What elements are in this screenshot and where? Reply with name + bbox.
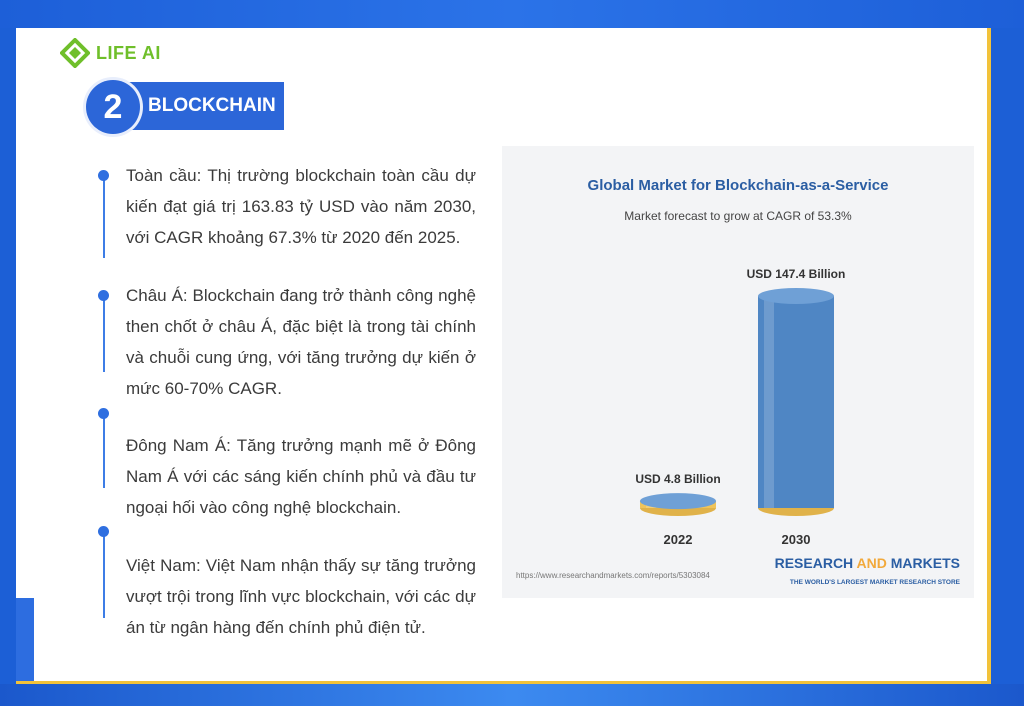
brand-name: LIFE AI bbox=[96, 42, 161, 63]
timeline-dot bbox=[98, 290, 109, 301]
market-chart bbox=[502, 146, 974, 598]
left-accent-bar bbox=[16, 598, 34, 684]
slide-bottom-border bbox=[16, 681, 987, 684]
source-url: https://www.researchandmarkets.com/reports/5303084 bbox=[516, 571, 710, 580]
timeline-dot bbox=[98, 526, 109, 537]
bullet-southeast-asia: Đông Nam Á: Tăng trưởng mạnh mẽ ở Đông Nam Á với các sáng kiến chính phủ và đầu tư ngoại hối vào công nghệ blockchain. bbox=[126, 436, 476, 517]
timeline-line bbox=[103, 418, 105, 488]
bullet-asia: Châu Á: Blockchain đang trở thành công nghệ then chốt ở châu Á, đặc biệt là trong tài chính và chuỗi cung ứng, với tăng trưởng dự kiến ở mức 60-70% CAGR. bbox=[126, 286, 476, 398]
section-header bbox=[86, 80, 286, 136]
section-number: 2 bbox=[86, 80, 140, 134]
timeline-line bbox=[103, 536, 105, 618]
publisher-part-3: MARKETS bbox=[886, 555, 960, 571]
bars-layer bbox=[635, 267, 845, 547]
slide bbox=[16, 28, 991, 684]
category-label: 2022 bbox=[663, 532, 693, 547]
timeline-line bbox=[103, 178, 105, 258]
publisher-tagline: THE WORLD'S LARGEST MARKET RESEARCH STORE bbox=[789, 579, 960, 586]
timeline-line bbox=[103, 300, 105, 372]
timeline bbox=[102, 168, 106, 658]
chart-card bbox=[502, 146, 974, 598]
diamond-logo-icon bbox=[60, 38, 90, 68]
timeline-dot bbox=[98, 408, 109, 419]
bottom-background-strip bbox=[0, 684, 1024, 706]
top-background-strip bbox=[0, 0, 1024, 28]
publisher-part-2: AND bbox=[856, 555, 887, 571]
data-label: USD 4.8 Billion bbox=[635, 472, 721, 487]
category-label: 2030 bbox=[781, 532, 811, 547]
timeline-dot bbox=[98, 170, 109, 181]
bar-highlight bbox=[764, 296, 774, 508]
brand-logo bbox=[60, 38, 161, 68]
chart-subtitle: Market forecast to grow at CAGR of 53.3% bbox=[624, 209, 852, 223]
section-title: BLOCKCHAIN bbox=[126, 82, 284, 130]
publisher-logo bbox=[775, 555, 960, 571]
chart-title: Global Market for Blockchain-as-a-Service bbox=[587, 177, 889, 194]
publisher-part-1: RESEARCH bbox=[774, 555, 857, 571]
bullet-global: Toàn cầu: Thị trường blockchain toàn cầu dự kiến đạt giá trị 163.83 tỷ USD vào năm 2030, với CAGR khoảng 67.3% từ 2020 đến 2025. bbox=[126, 166, 476, 247]
bar-top bbox=[640, 493, 716, 509]
bullet-vietnam: Việt Nam: Việt Nam nhận thấy sự tăng trưởng vượt trội trong lĩnh vực blockchain, với các dự án từ ngân hàng đến chính phủ điện tử. bbox=[126, 556, 476, 637]
data-label: USD 147.4 Billion bbox=[746, 267, 846, 281]
bar-top bbox=[758, 288, 834, 304]
